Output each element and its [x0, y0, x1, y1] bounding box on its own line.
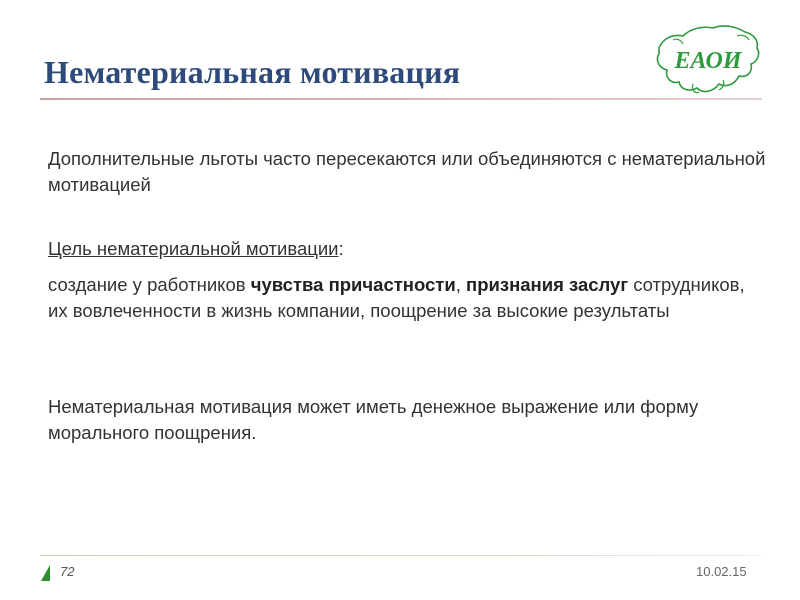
logo-text: ЕАОИ [674, 48, 742, 74]
goal-text-2: , [455, 274, 467, 295]
paragraph-monetary: Нематериальная мотивация может иметь денежное выражение или форму морального поощрения. [48, 396, 699, 443]
title-divider [40, 98, 762, 100]
footer-divider [40, 555, 762, 556]
page-number: 72 [60, 564, 75, 579]
goal-heading [48, 236, 768, 262]
footer-triangle-icon [41, 565, 50, 581]
goal-description [48, 272, 768, 324]
slide-title: Нематериальная мотивация [44, 54, 461, 90]
goal-bold-belonging: чувства причастности [250, 274, 456, 295]
eaoi-logo [653, 18, 763, 100]
goal-label: Цель нематериальной мотивации [48, 238, 339, 259]
goal-text-1: создание у работников [48, 274, 251, 295]
paragraph-benefits: Дополнительные льготы часто пересекаются или объединяются с нематериальной мотивацией [48, 148, 766, 195]
slide-date: 10.02.15 [696, 564, 747, 579]
goal-text-3: сотрудников, их вовлеченности в жизнь компании, поощрение за высокие результаты [48, 274, 745, 321]
eurasia-map-icon [653, 18, 763, 100]
goal-colon: : [338, 238, 344, 259]
goal-bold-recognition: признания заслуг [466, 274, 629, 295]
